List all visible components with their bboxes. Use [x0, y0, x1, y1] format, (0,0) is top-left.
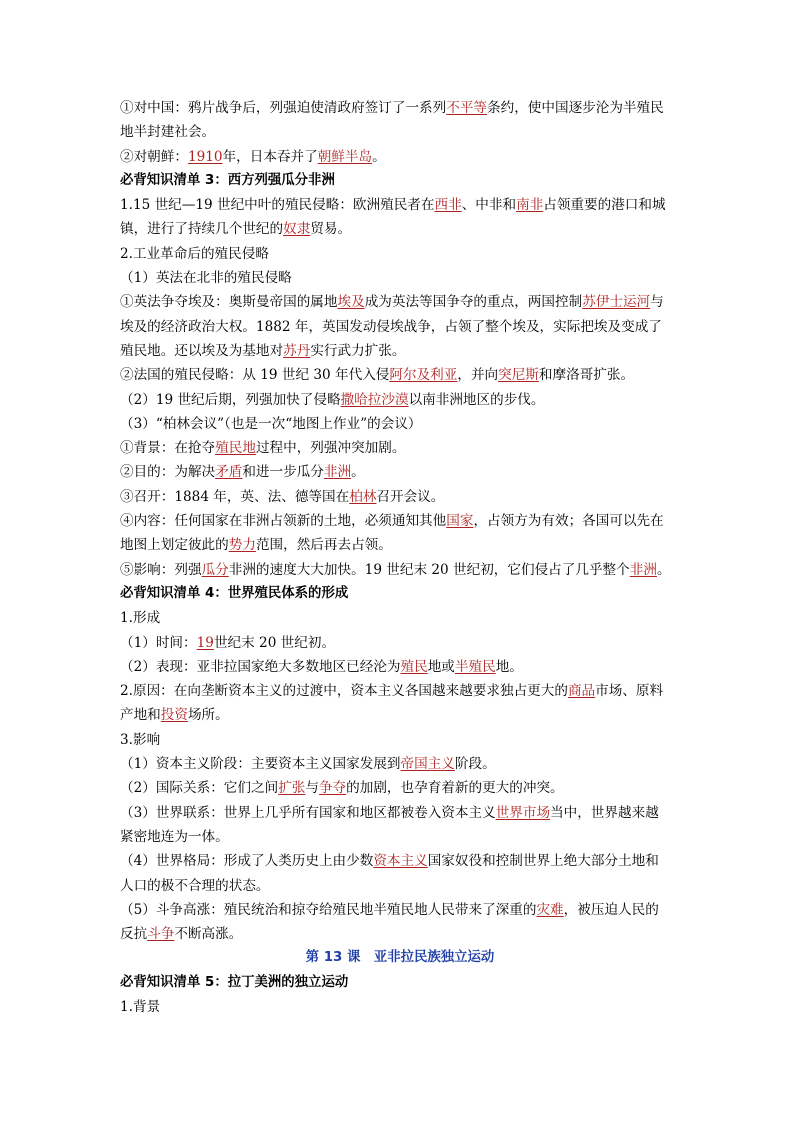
text-segment: 2.工业革命后的殖民侵略 — [120, 245, 269, 262]
answer-term: 西非 — [434, 197, 462, 214]
answer-term: 柏林 — [349, 488, 377, 505]
text-line — [120, 655, 680, 679]
text-segment: 地或 — [427, 658, 455, 675]
text-line — [120, 703, 680, 727]
text-line — [120, 266, 680, 290]
text-segment: 召开会议。 — [376, 488, 445, 505]
text-segment: 2.原因：在向垄断资本主义的过渡中，资本主义各国越来越要求独占更大的 — [120, 683, 568, 700]
text-segment: 国家奴役和控制世界上绝大部分土地和 — [427, 853, 659, 870]
text-segment: 3.影响 — [120, 731, 161, 748]
document-page — [120, 96, 680, 1019]
answer-term: 帝国主义 — [400, 756, 455, 773]
text-line — [120, 898, 680, 922]
text-segment: 阶段。 — [454, 756, 496, 773]
answer-term: 突尼斯 — [498, 367, 539, 384]
text-line — [120, 388, 680, 412]
text-line — [120, 193, 680, 217]
text-line — [120, 339, 680, 363]
answer-term: 南非 — [516, 197, 544, 214]
section-heading — [120, 582, 680, 606]
text-segment: 市场、原料 — [595, 683, 664, 700]
text-line — [120, 995, 680, 1019]
text-segment: 以南非洲地区的步伐。 — [408, 391, 545, 408]
text-segment: （3）“柏林会议”（也是一次“地图上作业”的会议） — [120, 415, 422, 432]
text-line — [120, 776, 680, 800]
text-segment: 的加剧，也孕育着新的更大的冲突。 — [346, 780, 564, 797]
text-segment: ①英法争夺埃及：奥斯曼帝国的属地 — [120, 294, 338, 311]
text-segment: 第 13 课 亚非拉民族独立运动 — [305, 950, 495, 966]
text-segment: （5）斗争高涨：殖民统治和掠夺给殖民地半殖民地人民带来了深重的 — [120, 901, 537, 918]
text-segment: 和摩洛哥扩张。 — [538, 367, 635, 384]
text-segment: （2）国际关系：它们之间 — [120, 780, 279, 797]
text-segment: （1）英法在北非的殖民侵略 — [120, 270, 292, 287]
answer-term: 投资 — [160, 707, 188, 724]
text-segment: 1.15 世纪—19 世纪中叶的殖民侵略：欧洲殖民者在 — [120, 197, 435, 214]
text-segment: 镇，进行了持续几个世纪的 — [120, 221, 284, 238]
text-segment: ①对中国：鸦片战争后，列强迫使清政府签订了一系列 — [120, 100, 447, 116]
lesson-title — [120, 946, 680, 970]
text-line — [120, 679, 680, 703]
text-segment: 地半封建社会。 — [120, 124, 216, 141]
text-segment: 1.形成 — [120, 610, 161, 627]
text-segment: 必背知识清单 5：拉丁美洲的独立运动 — [120, 974, 349, 990]
answer-term: 阿尔及利亚 — [389, 367, 458, 384]
text-segment: 、中非和 — [461, 197, 517, 214]
text-segment: 必背知识清单 4：世界殖民体系的形成 — [120, 585, 349, 601]
answer-term: 撒哈拉沙漠 — [340, 391, 409, 408]
text-line — [120, 96, 680, 120]
text-segment: 。 — [351, 464, 365, 481]
text-segment: 必背知识清单 3：西方列强瓜分非洲 — [120, 172, 335, 188]
answer-term: 瓜分 — [201, 561, 229, 578]
text-segment: 场所。 — [187, 707, 229, 724]
answer-term: 争夺 — [318, 780, 347, 797]
answer-term: 扩张 — [278, 780, 306, 797]
answer-term: 国家 — [446, 513, 474, 530]
text-segment: 占领重要的港口和城 — [543, 197, 666, 214]
text-segment: 和进一步瓜分 — [242, 464, 324, 481]
answer-term: 殖民 — [400, 658, 428, 675]
text-line — [120, 509, 680, 533]
text-segment: 条约，使中国逐步沦为半殖民 — [487, 100, 664, 116]
text-segment: 。 — [372, 148, 386, 165]
answer-term: 非洲 — [629, 561, 657, 578]
text-line — [120, 460, 680, 484]
answer-term: 商品 — [567, 683, 596, 700]
answer-term: 势力 — [228, 537, 256, 554]
text-segment: 范围，然后再去占领。 — [255, 537, 392, 554]
text-segment: ①背景：在抢夺 — [120, 440, 216, 457]
text-line — [120, 631, 680, 655]
answer-term: 不平等 — [446, 100, 488, 116]
text-line — [120, 606, 680, 630]
text-segment: 1.背景 — [120, 998, 161, 1015]
text-line — [120, 315, 680, 339]
text-segment: 贸易。 — [310, 221, 352, 238]
text-segment: 世纪末 20 世纪初。 — [213, 634, 336, 651]
text-segment: ②法国的殖民侵略：从 19 世纪 30 年代入侵 — [120, 367, 390, 384]
answer-term: 苏伊士运河 — [582, 294, 651, 311]
text-segment: 当中，世界越来越 — [550, 804, 659, 821]
answer-term: 灾难 — [536, 901, 564, 918]
text-segment: （1）资本主义阶段：主要资本主义国家发展到 — [120, 756, 401, 773]
text-segment: 非洲的速度大大加快。19 世纪末 20 世纪初，它们侵占了几乎整个 — [228, 561, 630, 578]
text-segment: ，占领方为有效；各国可以先在 — [473, 513, 664, 530]
text-line — [120, 145, 680, 169]
text-segment: ②目的：为解决 — [120, 464, 216, 481]
answer-term: 斗争 — [147, 926, 175, 943]
text-segment: （2）19 世纪后期，列强加快了侵略 — [120, 391, 341, 408]
text-segment: 过程中，列强冲突加剧。 — [255, 440, 406, 457]
answer-term: 奴隶 — [283, 221, 311, 238]
text-segment: ，并向 — [457, 367, 499, 384]
answer-term: 矛盾 — [215, 464, 243, 481]
text-segment: 地。 — [495, 658, 523, 675]
answer-term: 世界市场 — [495, 804, 551, 821]
text-segment: ，被压迫人民的 — [563, 901, 659, 918]
text-line — [120, 436, 680, 460]
text-line — [120, 533, 680, 557]
text-segment: ⑤影响：列强 — [120, 561, 202, 578]
text-line — [120, 801, 680, 825]
text-line — [120, 825, 680, 849]
text-line — [120, 120, 680, 144]
text-segment: 不断高涨。 — [174, 926, 243, 943]
text-line — [120, 752, 680, 776]
answer-term: 1910 — [187, 148, 223, 165]
text-segment: （2）表现：亚非拉国家绝大多数地区已经沦为 — [120, 658, 401, 675]
text-segment: ②对朝鲜： — [120, 148, 188, 165]
text-line — [120, 922, 680, 946]
section-heading — [120, 971, 680, 995]
text-line — [120, 728, 680, 752]
answer-term: 19 — [196, 634, 214, 651]
text-line — [120, 485, 680, 509]
text-segment: （1）时间： — [120, 634, 197, 651]
text-line — [120, 558, 680, 582]
text-segment: 地图上划定彼此的 — [120, 537, 229, 554]
text-segment: 年，日本吞并了 — [222, 148, 318, 165]
text-segment: 与 — [650, 294, 664, 311]
text-line — [120, 217, 680, 241]
section-heading — [120, 169, 680, 193]
text-line — [120, 412, 680, 436]
text-segment: 反抗 — [120, 926, 148, 943]
answer-term: 朝鲜半岛 — [317, 148, 373, 165]
answer-term: 非洲 — [323, 464, 352, 481]
text-segment: 与 — [305, 780, 319, 797]
text-line — [120, 874, 680, 898]
text-segment: 。 — [656, 561, 671, 578]
answer-term: 苏丹 — [283, 342, 311, 359]
text-line — [120, 290, 680, 314]
text-segment: 紧密地连为一体。 — [120, 828, 229, 845]
text-segment: ③召开：1884 年，英、法、德等国在 — [120, 488, 350, 505]
text-segment: 人口的极不合理的状态。 — [120, 877, 270, 894]
answer-term: 埃及 — [337, 294, 365, 311]
text-segment: 埃及的经济政治大权。1882 年，英国发动侵埃战争，占领了整个埃及，实际把埃及变成了 — [120, 318, 662, 335]
text-segment: 产地和 — [120, 707, 161, 724]
text-line — [120, 849, 680, 873]
text-segment: ④内容：任何国家在非洲占领新的土地，必须通知其他 — [120, 513, 447, 530]
text-segment: 成为英法等国争夺的重点，两国控制 — [364, 294, 583, 311]
text-line — [120, 363, 680, 387]
answer-term: 殖民地 — [215, 440, 256, 457]
text-segment: （4）世界格局：形成了人类历史上由少数 — [120, 853, 374, 870]
text-segment: （3）世界联系：世界上几乎所有国家和地区都被卷入资本主义 — [120, 804, 496, 821]
answer-term: 半殖民 — [454, 658, 496, 675]
text-line — [120, 242, 680, 266]
text-segment: 殖民地。还以埃及为基地对 — [120, 342, 284, 359]
text-segment: 实行武力扩张。 — [310, 342, 406, 359]
answer-term: 资本主义 — [373, 853, 428, 870]
